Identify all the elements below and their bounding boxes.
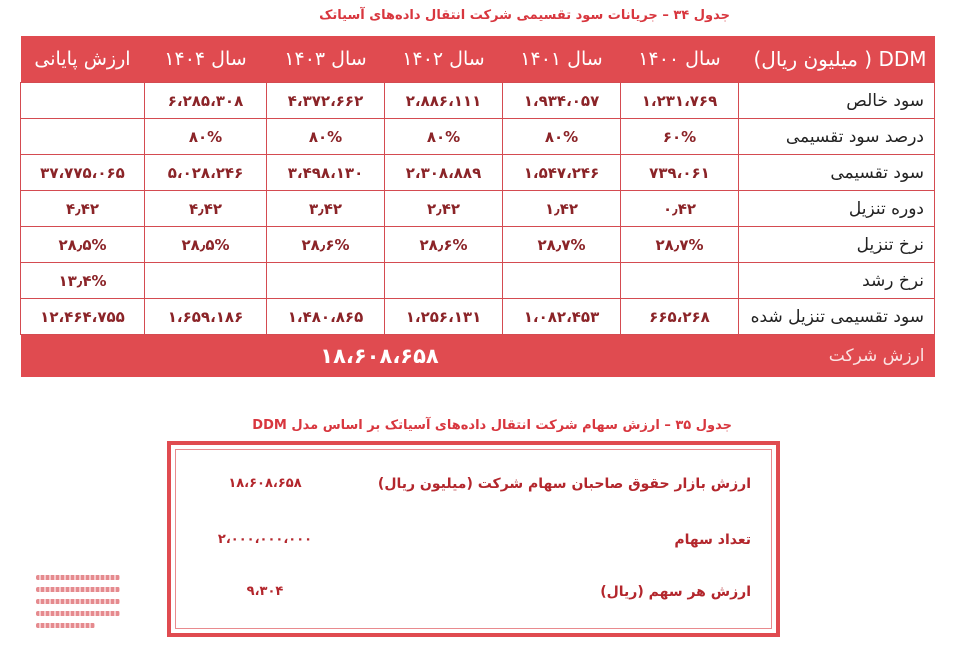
header-ddm: DDM ( میلیون ریال) bbox=[739, 36, 935, 83]
total-row bbox=[21, 335, 935, 378]
market-equity-value: ۱۸،۶۰۸،۶۵۸ bbox=[228, 476, 302, 491]
table-cell: ۰٫۴۲ bbox=[621, 191, 739, 227]
table-cell: ۱٫۴۲ bbox=[503, 191, 621, 227]
row-label: نرخ تنزیل bbox=[739, 227, 935, 263]
table-34-caption: جدول ۳۴ – جریانات سود تقسیمی شرکت انتقال داده‌های آسیاتک bbox=[319, 8, 730, 23]
share-value-box-inner bbox=[175, 449, 772, 629]
stamp-mark bbox=[36, 575, 120, 635]
table-cell: ۱،۰۸۲،۴۵۳ bbox=[503, 299, 621, 335]
table-header-row bbox=[21, 36, 935, 83]
table-cell bbox=[145, 263, 267, 299]
company-value: ۱۸،۶۰۸،۶۵۸ bbox=[21, 335, 739, 378]
table-cell: ۱۲،۴۶۴،۷۵۵ bbox=[21, 299, 145, 335]
share-value-box bbox=[167, 441, 780, 637]
stamp-line bbox=[36, 611, 120, 616]
row-label: نرخ رشد bbox=[739, 263, 935, 299]
table-cell: ۶،۲۸۵،۳۰۸ bbox=[145, 83, 267, 119]
table-row bbox=[21, 227, 935, 263]
ddm-dividend-table bbox=[20, 36, 935, 377]
stamp-line bbox=[36, 599, 120, 604]
table-cell: ۱،۲۵۶،۱۳۱ bbox=[385, 299, 503, 335]
table-cell: ۱،۲۳۱،۷۶۹ bbox=[621, 83, 739, 119]
table-cell bbox=[621, 263, 739, 299]
table-cell: ۲،۳۰۸،۸۸۹ bbox=[385, 155, 503, 191]
table-cell: ۲۸٫۷% bbox=[621, 227, 739, 263]
table-row bbox=[21, 83, 935, 119]
header-year-1404: سال ۱۴۰۴ bbox=[145, 36, 267, 83]
table-cell: ۱۳٫۴% bbox=[21, 263, 145, 299]
per-share-value-label: ارزش هر سهم (ریال) bbox=[600, 584, 751, 600]
table-cell: ۸۰% bbox=[267, 119, 385, 155]
table-cell: ۶۶۵،۲۶۸ bbox=[621, 299, 739, 335]
table-cell: ۱،۵۴۷،۲۴۶ bbox=[503, 155, 621, 191]
header-year-1400: سال ۱۴۰۰ bbox=[621, 36, 739, 83]
table-row bbox=[21, 119, 935, 155]
table-cell: ۷۳۹،۰۶۱ bbox=[621, 155, 739, 191]
table-row bbox=[21, 191, 935, 227]
per-share-value: ۹،۳۰۴ bbox=[246, 584, 284, 599]
market-equity-label: ارزش بازار حقوق صاحبان سهام شرکت (میلیون ریال) bbox=[377, 476, 751, 492]
table-35-caption: جدول ۳۵ – ارزش سهام شرکت انتقال داده‌های آسیاتک بر اساس مدل DDM bbox=[252, 418, 732, 433]
table-cell: ۲۸٫۵% bbox=[145, 227, 267, 263]
table-cell bbox=[21, 119, 145, 155]
table-cell bbox=[267, 263, 385, 299]
header-year-1402: سال ۱۴۰۲ bbox=[385, 36, 503, 83]
table-cell: ۶۰% bbox=[621, 119, 739, 155]
table-cell: ۸۰% bbox=[385, 119, 503, 155]
table-cell: ۲،۸۸۶،۱۱۱ bbox=[385, 83, 503, 119]
share-value-row bbox=[176, 472, 771, 502]
table-cell: ۲۸٫۵% bbox=[21, 227, 145, 263]
table-row bbox=[21, 155, 935, 191]
row-label: درصد سود تقسیمی bbox=[739, 119, 935, 155]
header-terminal-value: ارزش پایانی bbox=[21, 36, 145, 83]
stamp-line bbox=[36, 587, 120, 592]
row-label: دوره تنزیل bbox=[739, 191, 935, 227]
stamp-line bbox=[36, 623, 95, 628]
table-cell: ۲٫۴۲ bbox=[385, 191, 503, 227]
table-cell bbox=[21, 83, 145, 119]
share-count-label: تعداد سهام bbox=[674, 532, 751, 548]
table-row bbox=[21, 263, 935, 299]
share-value-row bbox=[176, 580, 771, 610]
table-cell: ۱،۹۳۴،۰۵۷ bbox=[503, 83, 621, 119]
table-cell: ۴،۳۷۲،۶۶۲ bbox=[267, 83, 385, 119]
table-cell: ۱،۴۸۰،۸۶۵ bbox=[267, 299, 385, 335]
table-cell: ۲۸٫۷% bbox=[503, 227, 621, 263]
table-cell bbox=[503, 263, 621, 299]
row-label: سود خالص bbox=[739, 83, 935, 119]
table-cell: ۴٫۴۲ bbox=[21, 191, 145, 227]
stamp-line bbox=[36, 575, 120, 580]
table-cell: ۸۰% bbox=[503, 119, 621, 155]
table-cell: ۱،۶۵۹،۱۸۶ bbox=[145, 299, 267, 335]
share-count-value: ۲،۰۰۰،۰۰۰،۰۰۰ bbox=[217, 532, 313, 547]
table-cell: ۳،۴۹۸،۱۳۰ bbox=[267, 155, 385, 191]
header-year-1403: سال ۱۴۰۳ bbox=[267, 36, 385, 83]
company-value-label: ارزش شرکت bbox=[739, 335, 935, 378]
table-cell: ۳۷،۷۷۵،۰۶۵ bbox=[21, 155, 145, 191]
row-label: سود تقسیمی bbox=[739, 155, 935, 191]
table-cell: ۸۰% bbox=[145, 119, 267, 155]
table-cell: ۵،۰۲۸،۲۴۶ bbox=[145, 155, 267, 191]
table-cell: ۲۸٫۶% bbox=[385, 227, 503, 263]
table-cell: ۳٫۴۲ bbox=[267, 191, 385, 227]
table-cell: ۲۸٫۶% bbox=[267, 227, 385, 263]
table-cell: ۴٫۴۲ bbox=[145, 191, 267, 227]
table-row bbox=[21, 299, 935, 335]
header-year-1401: سال ۱۴۰۱ bbox=[503, 36, 621, 83]
row-label: سود تقسیمی تنزیل شده bbox=[739, 299, 935, 335]
share-value-row bbox=[176, 528, 771, 558]
table-cell bbox=[385, 263, 503, 299]
